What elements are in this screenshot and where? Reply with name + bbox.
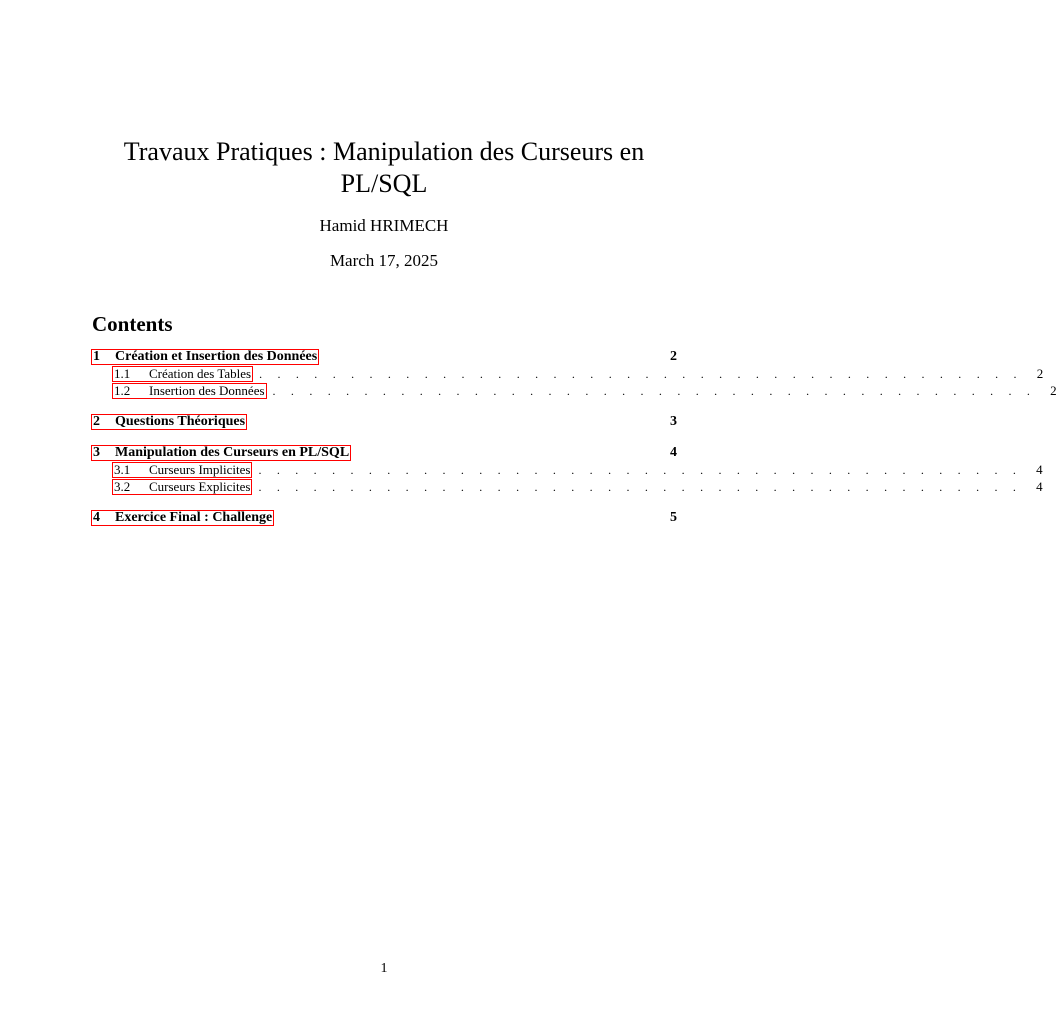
toc-section-label: Manipulation des Curseurs en PL/SQL: [115, 445, 350, 460]
toc-subsection-page: 4: [1036, 479, 1043, 494]
dot-leader: . . . . . . . . . . . . . . . . . . . . . . . . . . . . . . . . . . . . . . . . . .: [258, 480, 1023, 494]
toc-section-1[interactable]: [91, 348, 677, 365]
toc-section-page: 5: [670, 510, 677, 525]
toc-subsection-label: Insertion des Données: [149, 383, 265, 398]
toc-section-label: Questions Théoriques: [115, 414, 246, 429]
toc-section-number: 4: [93, 510, 100, 525]
dot-leader: . . . . . . . . . . . . . . . . . . . . . . . . . . . . . . . . . . . . . . . . . .: [259, 367, 1023, 381]
toc-section-2[interactable]: [91, 413, 677, 430]
toc-subsection-number: 1.1: [114, 366, 131, 381]
table-of-contents: [91, 348, 1057, 526]
toc-section-4[interactable]: [91, 509, 677, 526]
document-author: Hamid HRIMECH: [319, 216, 449, 235]
toc-section-link[interactable]: [91, 445, 351, 461]
dot-leader: . . . . . . . . . . . . . . . . . . . . . . . . . . . . . . . . . . . . . . . . . .: [258, 463, 1023, 477]
toc-subsection-number: 1.2: [114, 383, 131, 398]
toc-subsection-link[interactable]: [112, 479, 252, 495]
toc-subsection-1-2[interactable]: [91, 382, 1057, 399]
toc-section-link[interactable]: [91, 414, 247, 430]
toc-subsection-number: 3.1: [114, 462, 131, 477]
toc-section-page: 4: [670, 445, 677, 460]
toc-section-link[interactable]: [91, 349, 319, 365]
toc-subsection-page: 4: [1036, 462, 1043, 477]
dot-leader: . . . . . . . . . . . . . . . . . . . . . . . . . . . . . . . . . . . . . . . . . .: [272, 384, 1037, 398]
toc-subsection-3-2[interactable]: [91, 478, 1043, 495]
toc-subsection-number: 3.2: [114, 479, 131, 494]
toc-section-link[interactable]: [91, 510, 274, 526]
toc-subsection-link[interactable]: [112, 366, 253, 382]
toc-section-number: 1: [93, 349, 100, 364]
toc-subsection-label: Création des Tables: [149, 366, 252, 381]
document-date: March 17, 2025: [329, 251, 439, 270]
toc-subsection-page: 2: [1036, 366, 1044, 381]
page-number: 1: [380, 961, 388, 976]
toc-section-page: 3: [670, 414, 677, 429]
toc-subsection-3-1[interactable]: [91, 461, 1043, 478]
toc-subsection-1-1[interactable]: [91, 365, 1044, 382]
toc-subsection-label: Curseurs Implicites: [149, 462, 251, 477]
toc-subsection-link[interactable]: [112, 462, 252, 478]
toc-subsection-label: Curseurs Explicites: [149, 479, 251, 494]
toc-subsection-link[interactable]: [112, 383, 267, 399]
toc-section-number: 3: [93, 445, 100, 460]
toc-subsection-page: 2: [1050, 383, 1057, 398]
toc-section-page: 2: [670, 349, 677, 364]
toc-section-3[interactable]: [91, 444, 677, 461]
toc-section-label: Exercice Final : Challenge: [115, 510, 273, 525]
toc-section-number: 2: [93, 414, 100, 429]
document-title: Travaux Pratiques : Manipulation des Curseurs en PL/SQL: [123, 137, 645, 198]
contents-heading: Contents: [92, 312, 173, 336]
toc-section-label: Création et Insertion des Données: [115, 349, 318, 364]
